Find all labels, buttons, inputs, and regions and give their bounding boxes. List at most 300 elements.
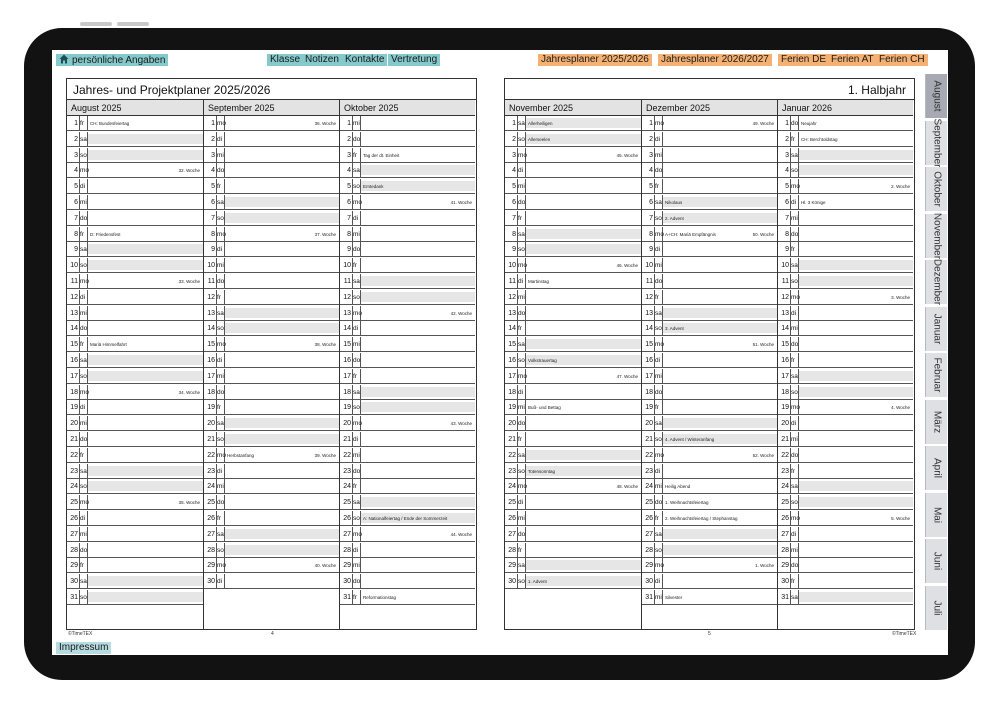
- weekday: do: [353, 357, 361, 364]
- weekday: so: [80, 594, 87, 601]
- nav-tab-ferien-de[interactable]: Ferien DE: [778, 54, 829, 66]
- side-tab-label: Februar: [931, 357, 942, 393]
- day-row[interactable]: [778, 290, 913, 305]
- day-row[interactable]: [505, 337, 641, 352]
- day-number: 25: [645, 499, 653, 507]
- day-row[interactable]: [642, 337, 777, 352]
- day-row[interactable]: [340, 321, 475, 336]
- day-row[interactable]: [340, 337, 475, 352]
- weekday: sa: [518, 341, 525, 349]
- day-number: 1: [211, 120, 215, 127]
- day-row[interactable]: [340, 495, 475, 510]
- day-row[interactable]: [505, 195, 641, 210]
- day-row[interactable]: [340, 274, 475, 289]
- day-number: 21: [645, 436, 653, 443]
- weekday: di: [518, 499, 524, 507]
- day-row[interactable]: [505, 543, 641, 558]
- day-row[interactable]: [340, 227, 475, 242]
- day-row[interactable]: [505, 511, 641, 526]
- week-number: 32. Woche: [178, 168, 200, 174]
- day-row[interactable]: [778, 132, 913, 147]
- day-number: 22: [645, 451, 653, 459]
- day-number: 9: [649, 246, 653, 254]
- weekend-shade: [88, 466, 203, 476]
- day-number: 20: [343, 420, 351, 428]
- day-row[interactable]: [642, 495, 777, 510]
- day-row[interactable]: [642, 464, 777, 479]
- day-row[interactable]: [67, 432, 203, 447]
- day-row[interactable]: [340, 400, 475, 415]
- day-row[interactable]: [778, 558, 913, 573]
- day-row[interactable]: [204, 132, 339, 147]
- day-row[interactable]: [642, 274, 777, 289]
- month-side-tabs: [925, 70, 947, 635]
- day-row[interactable]: [642, 195, 777, 210]
- day-row[interactable]: [642, 448, 777, 463]
- weekend-shade: [88, 576, 203, 586]
- day-number: 12: [781, 293, 789, 301]
- day-row[interactable]: [204, 495, 339, 510]
- day-row[interactable]: [204, 511, 339, 526]
- day-row[interactable]: [204, 416, 339, 431]
- day-row[interactable]: [642, 558, 777, 573]
- day-number: 22: [70, 451, 78, 459]
- day-row[interactable]: [778, 211, 913, 226]
- day-row[interactable]: [505, 148, 641, 163]
- day-row[interactable]: [204, 242, 339, 257]
- week-number: 50. Woche: [752, 231, 774, 237]
- day-row[interactable]: [67, 527, 203, 542]
- day-row[interactable]: [778, 337, 913, 352]
- weekday: mi: [353, 562, 360, 570]
- day-row[interactable]: [204, 432, 339, 447]
- nav-tab-ferien-at[interactable]: Ferien AT: [828, 54, 877, 66]
- day-row[interactable]: [67, 274, 203, 289]
- weekday: do: [353, 246, 361, 254]
- day-row[interactable]: [505, 400, 641, 415]
- day-row[interactable]: [340, 511, 475, 526]
- day-row[interactable]: [778, 574, 913, 589]
- day-row[interactable]: [642, 511, 777, 526]
- day-row[interactable]: [778, 448, 913, 463]
- day-number: 10: [781, 262, 789, 270]
- day-row[interactable]: [642, 479, 777, 494]
- page-number-left: 4: [271, 631, 274, 637]
- side-tab-april[interactable]: [925, 446, 947, 490]
- day-row[interactable]: [642, 432, 777, 447]
- day-row[interactable]: [505, 306, 641, 321]
- day-row[interactable]: [67, 148, 203, 163]
- day-row[interactable]: [642, 527, 777, 542]
- day-number: 24: [343, 483, 351, 491]
- month-header: November 2025: [505, 100, 641, 116]
- day-row[interactable]: [642, 369, 777, 384]
- nav-tab-jahresplaner-2026[interactable]: Jahresplaner 2026/2027: [658, 54, 772, 66]
- day-number: 27: [645, 530, 653, 538]
- weekday: mi: [791, 214, 798, 222]
- day-row[interactable]: [505, 211, 641, 226]
- day-row[interactable]: [204, 274, 339, 289]
- day-number: 25: [70, 499, 78, 507]
- day-row[interactable]: [67, 132, 203, 147]
- day-row[interactable]: [67, 179, 203, 194]
- day-row[interactable]: [67, 353, 203, 368]
- day-row[interactable]: [67, 321, 203, 336]
- day-row[interactable]: [204, 543, 339, 558]
- weekday: fr: [80, 341, 84, 349]
- week-number: 43. Woche: [450, 421, 472, 427]
- weekday: di: [791, 309, 797, 317]
- week-number: 42. Woche: [450, 310, 472, 316]
- day-row[interactable]: [505, 274, 641, 289]
- day-row[interactable]: [642, 132, 777, 147]
- day-row[interactable]: [778, 527, 913, 542]
- day-row[interactable]: [340, 385, 475, 400]
- day-row[interactable]: [778, 258, 913, 273]
- day-row[interactable]: [778, 116, 913, 131]
- day-row[interactable]: [340, 527, 475, 542]
- day-number: 18: [343, 388, 351, 396]
- day-row[interactable]: [204, 211, 339, 226]
- day-row[interactable]: [505, 385, 641, 400]
- day-row[interactable]: [505, 290, 641, 305]
- weekday: do: [791, 341, 799, 349]
- day-row[interactable]: [340, 148, 475, 163]
- side-tab-september[interactable]: [925, 118, 947, 167]
- day-row[interactable]: [340, 195, 475, 210]
- day-row[interactable]: [778, 495, 913, 510]
- day-row[interactable]: [67, 385, 203, 400]
- day-row[interactable]: [204, 258, 339, 273]
- day-row[interactable]: [67, 479, 203, 494]
- day-number: 6: [74, 199, 78, 206]
- impressum-link[interactable]: Impressum: [56, 642, 111, 654]
- day-row[interactable]: [505, 242, 641, 257]
- day-row[interactable]: [204, 574, 339, 589]
- day-number: 22: [508, 451, 516, 459]
- right-page: [504, 78, 915, 630]
- day-row[interactable]: [505, 321, 641, 336]
- side-tab-november[interactable]: [925, 214, 947, 258]
- day-row[interactable]: [642, 179, 777, 194]
- weekday: do: [518, 420, 526, 428]
- day-row[interactable]: [505, 448, 641, 463]
- day-row[interactable]: [204, 116, 339, 131]
- day-row[interactable]: [642, 543, 777, 558]
- day-row[interactable]: [505, 258, 641, 273]
- day-row[interactable]: [778, 369, 913, 384]
- day-row[interactable]: [67, 290, 203, 305]
- day-row[interactable]: [340, 179, 475, 194]
- day-number: 20: [645, 420, 653, 428]
- side-tab-label: März: [931, 410, 942, 433]
- day-number: 24: [70, 483, 78, 491]
- day-row[interactable]: [642, 590, 777, 605]
- day-number: 2: [785, 135, 789, 143]
- side-tab-februar[interactable]: [925, 353, 947, 397]
- nav-tab-jahresplaner-2025[interactable]: Jahresplaner 2025/2026: [538, 54, 652, 66]
- day-row[interactable]: [505, 369, 641, 384]
- side-tab-label: November: [931, 212, 942, 259]
- day-row[interactable]: [642, 400, 777, 415]
- day-number: 1: [785, 120, 789, 127]
- side-tab-dezember[interactable]: [925, 260, 947, 304]
- day-number: 8: [785, 230, 789, 238]
- weekday: do: [518, 309, 526, 317]
- day-row[interactable]: [340, 116, 475, 131]
- day-row[interactable]: [204, 148, 339, 163]
- day-row[interactable]: [778, 195, 913, 210]
- day-row[interactable]: [778, 163, 913, 178]
- day-row[interactable]: [642, 211, 777, 226]
- day-row[interactable]: [340, 464, 475, 479]
- day-row[interactable]: [204, 195, 339, 210]
- day-row[interactable]: [642, 227, 777, 242]
- day-row[interactable]: [340, 416, 475, 431]
- day-row[interactable]: [340, 242, 475, 257]
- day-row[interactable]: [505, 527, 641, 542]
- day-row[interactable]: [204, 448, 339, 463]
- day-row[interactable]: [67, 306, 203, 321]
- weekday: do: [791, 230, 799, 238]
- day-row[interactable]: [778, 543, 913, 558]
- weekday: so: [217, 546, 224, 554]
- day-number: 11: [508, 278, 516, 285]
- day-row[interactable]: [778, 227, 913, 242]
- day-row[interactable]: [204, 227, 339, 242]
- day-row[interactable]: [67, 337, 203, 352]
- day-event: Tag der dt. Einheit: [363, 152, 400, 158]
- day-number: 2: [74, 135, 78, 143]
- day-number: 26: [781, 515, 789, 522]
- day-row[interactable]: [340, 258, 475, 273]
- week-number: 51. Woche: [752, 342, 774, 348]
- weekday: mo: [353, 530, 363, 538]
- day-row[interactable]: [67, 464, 203, 479]
- day-row[interactable]: [340, 353, 475, 368]
- day-row[interactable]: [340, 590, 475, 605]
- day-row[interactable]: [642, 321, 777, 336]
- weekend-shade: [663, 308, 777, 318]
- day-row[interactable]: [204, 306, 339, 321]
- weekday: so: [217, 325, 224, 333]
- weekday: do: [80, 436, 88, 443]
- day-row[interactable]: [204, 464, 339, 479]
- side-tab-märz[interactable]: [925, 400, 947, 444]
- day-row[interactable]: [778, 321, 913, 336]
- day-row[interactable]: [642, 148, 777, 163]
- day-row[interactable]: [778, 274, 913, 289]
- day-row[interactable]: [642, 290, 777, 305]
- day-row[interactable]: [778, 590, 913, 605]
- day-row[interactable]: [778, 242, 913, 257]
- day-row[interactable]: [340, 163, 475, 178]
- weekend-shade: [799, 165, 913, 175]
- day-row[interactable]: [778, 385, 913, 400]
- day-row[interactable]: [340, 543, 475, 558]
- nav-tab-notizen[interactable]: Notizen: [302, 54, 342, 66]
- day-row[interactable]: [340, 290, 475, 305]
- day-row[interactable]: [778, 416, 913, 431]
- day-row[interactable]: [642, 385, 777, 400]
- day-number: 15: [207, 341, 215, 349]
- day-row[interactable]: [67, 448, 203, 463]
- weekday: di: [80, 183, 86, 191]
- day-number: 13: [508, 309, 516, 317]
- day-row[interactable]: [67, 495, 203, 510]
- weekend-shade: [88, 134, 203, 144]
- day-row[interactable]: [340, 306, 475, 321]
- weekday: sa: [518, 120, 525, 127]
- day-row[interactable]: [67, 574, 203, 589]
- day-row[interactable]: [642, 306, 777, 321]
- day-row[interactable]: [778, 464, 913, 479]
- day-event: Neujahr: [801, 121, 817, 126]
- weekday: di: [518, 167, 524, 175]
- side-tab-juni[interactable]: [925, 539, 947, 583]
- day-row[interactable]: [340, 558, 475, 573]
- day-number: 3: [74, 151, 78, 159]
- day-row[interactable]: [67, 558, 203, 573]
- day-row[interactable]: [778, 432, 913, 447]
- day-row[interactable]: [340, 369, 475, 384]
- day-row[interactable]: [67, 400, 203, 415]
- day-row[interactable]: [505, 495, 641, 510]
- day-row[interactable]: [505, 227, 641, 242]
- day-row[interactable]: [778, 479, 913, 494]
- day-number: 17: [70, 372, 78, 380]
- day-row[interactable]: [204, 290, 339, 305]
- day-row[interactable]: [642, 574, 777, 589]
- day-row[interactable]: [67, 195, 203, 210]
- day-number: 5: [74, 183, 78, 191]
- day-row[interactable]: [340, 574, 475, 589]
- nav-tab-klasse[interactable]: Klasse: [267, 54, 303, 66]
- day-event: 3. Advent: [665, 326, 684, 332]
- day-row[interactable]: [642, 116, 777, 131]
- day-number: 6: [347, 199, 351, 206]
- side-tab-januar[interactable]: [925, 307, 947, 351]
- day-row[interactable]: [67, 590, 203, 605]
- day-number: 1: [649, 120, 653, 127]
- day-row[interactable]: [505, 163, 641, 178]
- weekday: fr: [791, 578, 795, 586]
- week-number: 40. Woche: [314, 563, 336, 569]
- weekday: sa: [217, 530, 224, 538]
- day-row[interactable]: [67, 163, 203, 178]
- weekday: so: [518, 135, 525, 143]
- day-number: 7: [211, 214, 215, 222]
- day-row[interactable]: [67, 369, 203, 384]
- day-row[interactable]: [67, 416, 203, 431]
- weekday: so: [518, 357, 525, 364]
- day-row[interactable]: [505, 132, 641, 147]
- day-event: Nikolaus: [665, 200, 683, 205]
- weekday: so: [353, 515, 360, 522]
- day-row[interactable]: [778, 306, 913, 321]
- day-row[interactable]: [204, 353, 339, 368]
- side-tab-juli[interactable]: [925, 586, 947, 630]
- day-row[interactable]: [67, 242, 203, 257]
- day-row[interactable]: [505, 116, 641, 131]
- day-row[interactable]: [204, 321, 339, 336]
- day-row[interactable]: [642, 353, 777, 368]
- weekday: do: [217, 388, 225, 396]
- day-row[interactable]: [67, 543, 203, 558]
- day-row[interactable]: [505, 353, 641, 368]
- day-row[interactable]: [204, 369, 339, 384]
- day-row[interactable]: [204, 385, 339, 400]
- day-row[interactable]: [204, 179, 339, 194]
- day-row[interactable]: [340, 432, 475, 447]
- day-row[interactable]: [505, 416, 641, 431]
- day-row[interactable]: [778, 400, 913, 415]
- day-row[interactable]: [340, 132, 475, 147]
- day-row[interactable]: [505, 558, 641, 573]
- day-row[interactable]: [505, 479, 641, 494]
- day-row[interactable]: [505, 464, 641, 479]
- nav-tab-ferien-ch[interactable]: Ferien CH: [876, 54, 928, 66]
- weekday: mo: [80, 278, 90, 285]
- day-row[interactable]: [778, 511, 913, 526]
- weekday: fr: [217, 404, 221, 412]
- day-row[interactable]: [67, 116, 203, 131]
- day-row[interactable]: [340, 479, 475, 494]
- weekday: so: [353, 293, 360, 301]
- day-row[interactable]: [642, 242, 777, 257]
- weekday: mo: [217, 451, 227, 459]
- weekday: mi: [217, 151, 224, 159]
- side-tab-mai[interactable]: [925, 493, 947, 537]
- day-row[interactable]: [340, 211, 475, 226]
- day-number: 6: [211, 199, 215, 206]
- day-row[interactable]: [204, 163, 339, 178]
- weekday: di: [217, 578, 223, 586]
- day-row[interactable]: [204, 400, 339, 415]
- day-row[interactable]: [204, 479, 339, 494]
- day-row[interactable]: [505, 574, 641, 589]
- day-row[interactable]: [505, 432, 641, 447]
- day-row[interactable]: [204, 527, 339, 542]
- day-row[interactable]: [778, 148, 913, 163]
- day-row[interactable]: [340, 448, 475, 463]
- week-number: 38. Woche: [314, 342, 336, 348]
- day-row[interactable]: [505, 179, 641, 194]
- weekday: so: [80, 262, 87, 270]
- day-number: 13: [343, 309, 351, 317]
- day-row[interactable]: [67, 511, 203, 526]
- nav-personal-info[interactable]: [56, 54, 168, 66]
- day-row[interactable]: [778, 353, 913, 368]
- nav-tab-kontakte[interactable]: Kontakte: [342, 54, 387, 66]
- day-row[interactable]: [204, 337, 339, 352]
- day-number: 14: [343, 325, 351, 333]
- day-number: 7: [512, 214, 516, 222]
- day-row[interactable]: [778, 179, 913, 194]
- weekend-shade: [799, 150, 913, 160]
- day-row[interactable]: [642, 416, 777, 431]
- day-row[interactable]: [204, 558, 339, 573]
- nav-tab-vertretung[interactable]: Vertretung: [388, 54, 440, 66]
- side-tab-august[interactable]: [925, 74, 947, 118]
- day-row[interactable]: [642, 258, 777, 273]
- day-row[interactable]: [67, 227, 203, 242]
- day-row[interactable]: [67, 258, 203, 273]
- day-row[interactable]: [642, 163, 777, 178]
- side-tab-oktober[interactable]: [925, 167, 947, 211]
- weekend-shade: [225, 308, 339, 318]
- day-row[interactable]: [67, 211, 203, 226]
